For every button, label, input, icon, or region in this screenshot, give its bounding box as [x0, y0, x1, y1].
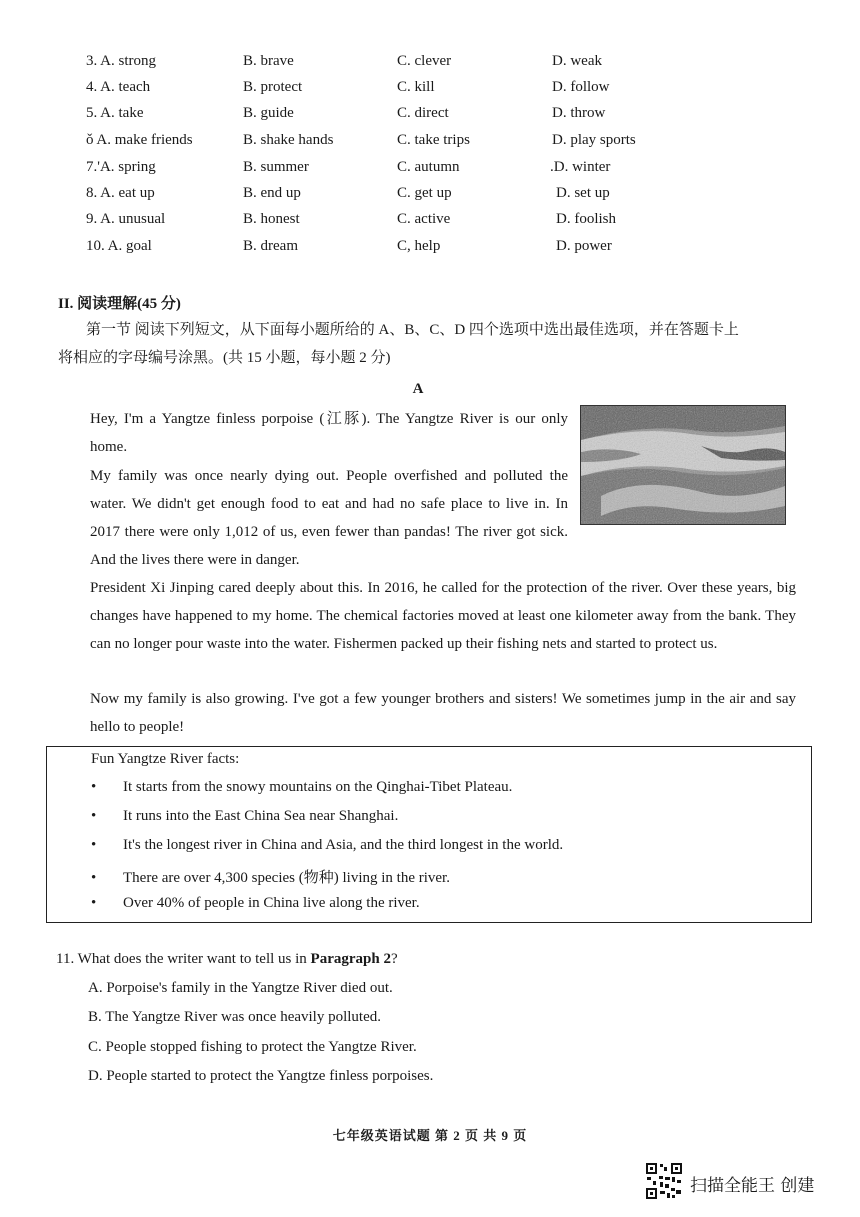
question-stem-prefix: 11. What does the writer want to tell us in [56, 951, 311, 967]
paragraph-1 [58, 405, 568, 461]
river-photo [580, 405, 786, 525]
option-b: B. guide [243, 105, 294, 121]
fact-text: It runs into the East China Sea near Shanghai. [123, 808, 399, 824]
paragraph-2-text: My family was once nearly dying out. People overfished and polluted the water. We didn't get enough food to eat and had no safe place to live in. In 2017 there were only 1,012 of us, even fewer than pandas! The river got sick. And the lives there were in danger. [90, 468, 568, 568]
question-option-b: B. The Yangtze River was once heavily polluted. [88, 1009, 381, 1025]
option-a: 4. A. teach [86, 79, 151, 95]
option-c: C, help [397, 238, 441, 254]
fact-text: It starts from the snowy mountains on the Qinghai-Tibet Plateau. [123, 779, 513, 795]
options-row-6 [0, 132, 860, 158]
option-c: C. clever [397, 53, 452, 69]
scanner-watermark: 扫描全能王 创建 [690, 1176, 815, 1196]
passage-letter: A [412, 381, 424, 397]
paragraph-4 [58, 685, 796, 741]
bullet: • [91, 779, 97, 795]
fact-item [91, 779, 512, 796]
option-a: 3. A. strong [86, 53, 157, 69]
facts-title: Fun Yangtze River facts: [91, 751, 240, 767]
option-a: 5. A. take [86, 105, 144, 121]
option-b: B. end up [243, 185, 301, 201]
instruction-line-2: 将相应的字母编号涂黑。(共 15 小题，每小题 2 分) [58, 350, 391, 366]
question-option-c: C. People stopped fishing to protect the Yangtze River. [88, 1039, 417, 1055]
option-b: B. dream [243, 238, 298, 254]
fact-item [91, 808, 398, 825]
option-a: 10. A. goal [86, 238, 152, 254]
fact-text: There are over 4,300 species (物种) living in the river. [123, 870, 450, 886]
option-b: B. shake hands [243, 132, 334, 148]
option-a: 8. A. eat up [86, 185, 155, 201]
options-row-8 [0, 185, 860, 211]
option-c: C. kill [397, 79, 435, 95]
option-d: D. throw [552, 105, 606, 121]
fact-text: Over 40% of people in China live along the river. [123, 895, 420, 911]
bullet: • [91, 808, 97, 824]
question-stem-bold: Paragraph 2 [310, 951, 391, 967]
bullet: • [91, 870, 97, 886]
option-d: D. weak [552, 53, 602, 69]
options-row-9 [0, 211, 860, 237]
option-d: D. play sports [552, 132, 636, 148]
question-stem [56, 951, 398, 968]
option-a: ǒ A. make friends [86, 132, 193, 148]
option-a: 7.'A. spring [86, 159, 156, 175]
paragraph-2 [58, 462, 568, 574]
section-instruction [58, 316, 798, 372]
option-a: 9. A. unusual [86, 211, 166, 227]
option-c: C. get up [397, 185, 452, 201]
river-photo-image [581, 406, 785, 524]
fact-text: It's the longest river in China and Asia, and the third longest in the world. [123, 837, 564, 853]
paragraph-1-text: Hey, I'm a Yangtze finless porpoise (江豚). The Yangtze River is our only home. [90, 411, 568, 455]
options-row-4 [0, 79, 860, 105]
instruction-line-1: 第一节 阅读下列短文，从下面每小题所给的 A、B、C、D 四个选项中选出最佳选项，并在答题卡上 [86, 322, 739, 338]
page-footer: 七年级英语试题 第 2 页 共 9 页 [332, 1128, 528, 1143]
option-b: B. summer [243, 159, 309, 175]
question-option-d: D. People started to protect the Yangtze finless porpoises. [88, 1068, 434, 1084]
option-d: D. power [556, 238, 612, 254]
option-d: D. follow [552, 79, 610, 95]
section-title: II. 阅读理解(45 分) [58, 296, 181, 312]
option-c: C. direct [397, 105, 449, 121]
options-row-5 [0, 105, 860, 131]
option-b: B. protect [243, 79, 303, 95]
fact-item [91, 866, 450, 887]
bullet: • [91, 837, 97, 853]
fact-item [91, 895, 420, 912]
option-d: D. set up [556, 185, 610, 201]
options-row-10 [0, 238, 860, 264]
option-b: B. brave [243, 53, 294, 69]
fact-item [91, 837, 563, 854]
paragraph-3-text: President Xi Jinping cared deeply about this. In 2016, he called for the protection of the river. Over these years, big changes have happened to my home. The chemical factories moved at least one kilometer away from the bank. They can no longer pour waste into the water. Fishermen packed up their fishing nets and started to protect us. [90, 580, 796, 652]
options-row-3 [0, 53, 860, 79]
qr-code-icon [645, 1162, 683, 1200]
option-c: C. take trips [397, 132, 470, 148]
bullet: • [91, 895, 97, 911]
paragraph-3 [58, 574, 796, 658]
paragraph-4-text: Now my family is also growing. I've got a few younger brothers and sisters! We sometimes jump in the air and say hello to people! [90, 691, 796, 735]
question-stem-suffix: ? [390, 951, 398, 967]
options-row-7 [0, 159, 860, 185]
option-c: C. autumn [397, 159, 460, 175]
question-option-a: A. Porpoise's family in the Yangtze River died out. [88, 980, 393, 996]
option-d: D. foolish [556, 211, 616, 227]
option-b: B. honest [243, 211, 300, 227]
option-c: C. active [397, 211, 451, 227]
option-d: .D. winter [550, 159, 611, 175]
facts-box [46, 746, 812, 923]
